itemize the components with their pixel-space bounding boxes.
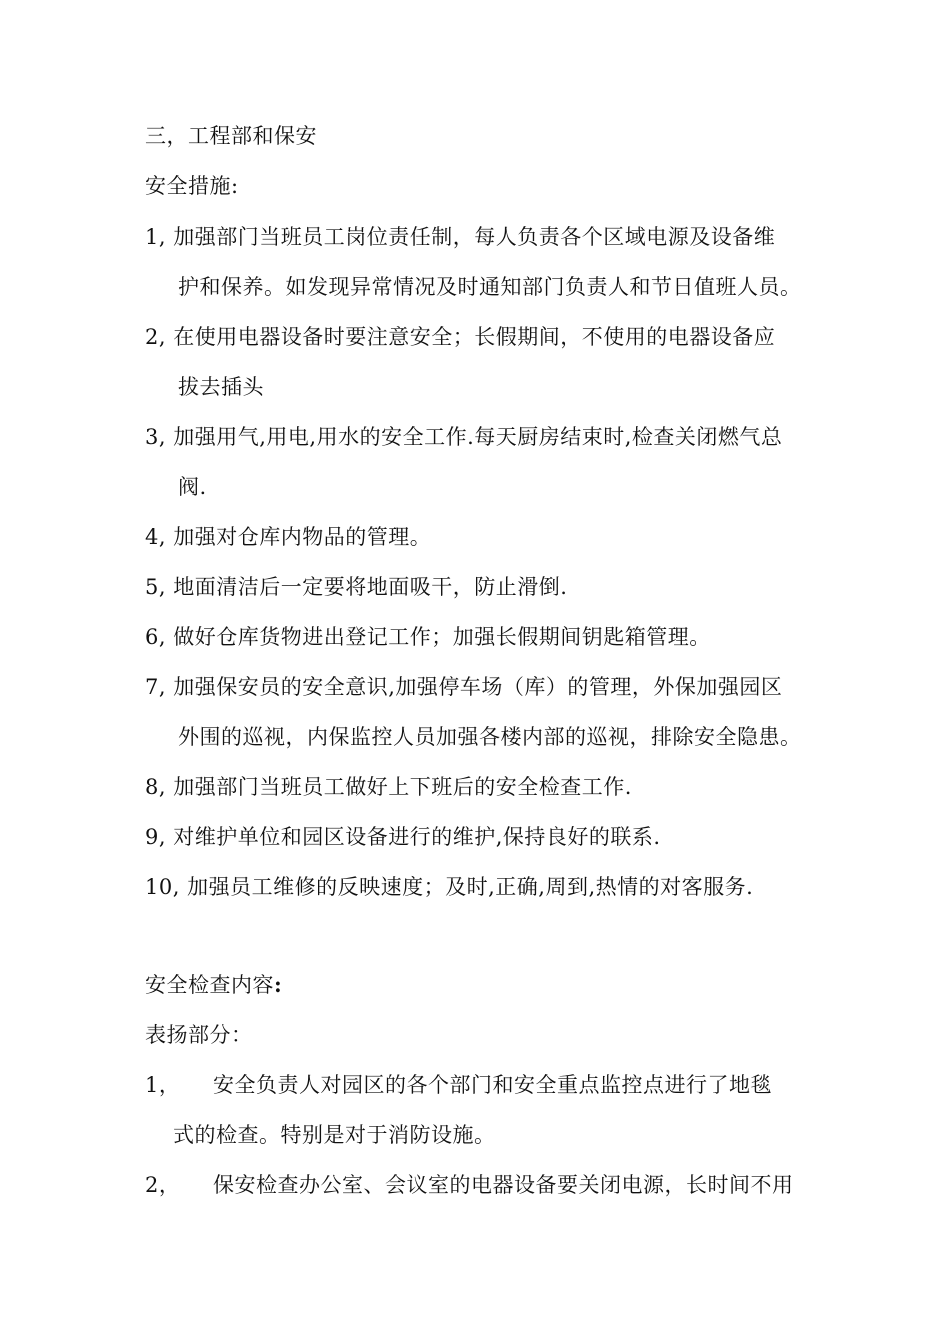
- item-text: 保安检查办公室、会议室的电器设备要关闭电源，长时间不用: [213, 1173, 794, 1197]
- item-number: 8,: [145, 775, 167, 799]
- item-text: 安全负责人对园区的各个部门和安全重点监控点进行了地毯: [213, 1073, 772, 1097]
- item-text: 在使用电器设备时要注意安全；长假期间，不使用的电器设备应: [173, 325, 776, 349]
- praise-label: 表扬部分：: [145, 1023, 253, 1047]
- item-number: 7,: [145, 675, 167, 699]
- item-text: 对维护单位和园区设备进行的维护,保持良好的联系.: [173, 825, 661, 849]
- measure-item-10: [145, 872, 825, 902]
- item-text: 加强对仓库内物品的管理。: [173, 525, 432, 549]
- measure-item-8: [145, 772, 825, 802]
- item-text: 加强部门当班员工岗位责任制，每人负责各个区域电源及设备维: [173, 225, 776, 249]
- item-number: 6,: [145, 625, 167, 649]
- item-number: 4,: [145, 525, 167, 549]
- item-number: 5,: [145, 575, 167, 599]
- measure-item-3: [145, 422, 825, 452]
- praise-item-1: [145, 1070, 825, 1100]
- measure-item-1-cont: 护和保养。如发现异常情况及时通知部门负责人和节日值班人员。: [178, 275, 802, 299]
- item-number: 2,: [145, 325, 167, 349]
- measure-item-4: [145, 522, 825, 552]
- item-text: 加强部门当班员工做好上下班后的安全检查工作.: [173, 775, 632, 799]
- measure-item-9: [145, 822, 825, 852]
- measure-item-2: [145, 322, 825, 352]
- measure-item-5: [145, 572, 825, 602]
- praise-item-1-cont: 式的检查。特别是对于消防设施。: [173, 1123, 496, 1147]
- measures-label: 安全措施:: [145, 174, 239, 198]
- item-text: 加强保安员的安全意识,加强停车场（库）的管理，外保加强园区: [173, 675, 783, 699]
- item-number: 2，: [145, 1173, 181, 1197]
- item-text: 地面清洁后一定要将地面吸干，防止滑倒.: [173, 575, 568, 599]
- item-text: 加强用气,用电,用水的安全工作.每天厨房结束时,检查关闭燃气总: [173, 425, 783, 449]
- item-number: 1,: [145, 225, 167, 249]
- measure-item-3-cont: 阀.: [178, 475, 207, 499]
- measure-item-6: [145, 622, 825, 652]
- inspection-label: [145, 970, 825, 1000]
- item-number: 3,: [145, 425, 167, 449]
- measure-item-1: [145, 222, 825, 252]
- item-number: 9,: [145, 825, 167, 849]
- measure-item-7-cont: 外围的巡视，内保监控人员加强各楼内部的巡视，排除安全隐患。: [178, 725, 802, 749]
- item-text: 加强员工维修的反映速度；及时,正确,周到,热情的对客服务.: [187, 875, 754, 899]
- item-text: 做好仓库货物进出登记工作；加强长假期间钥匙箱管理。: [173, 625, 711, 649]
- item-number: 1，: [145, 1073, 181, 1097]
- item-number: 10,: [145, 875, 180, 899]
- measure-item-7: [145, 672, 825, 702]
- praise-item-2: [145, 1170, 825, 1200]
- measure-item-2-cont: 拔去插头: [178, 375, 264, 399]
- section-title: 三，工程部和保安: [145, 124, 317, 148]
- inspection-label-text: 安全检查内容: [145, 973, 274, 997]
- inspection-label-colon: :: [274, 972, 283, 997]
